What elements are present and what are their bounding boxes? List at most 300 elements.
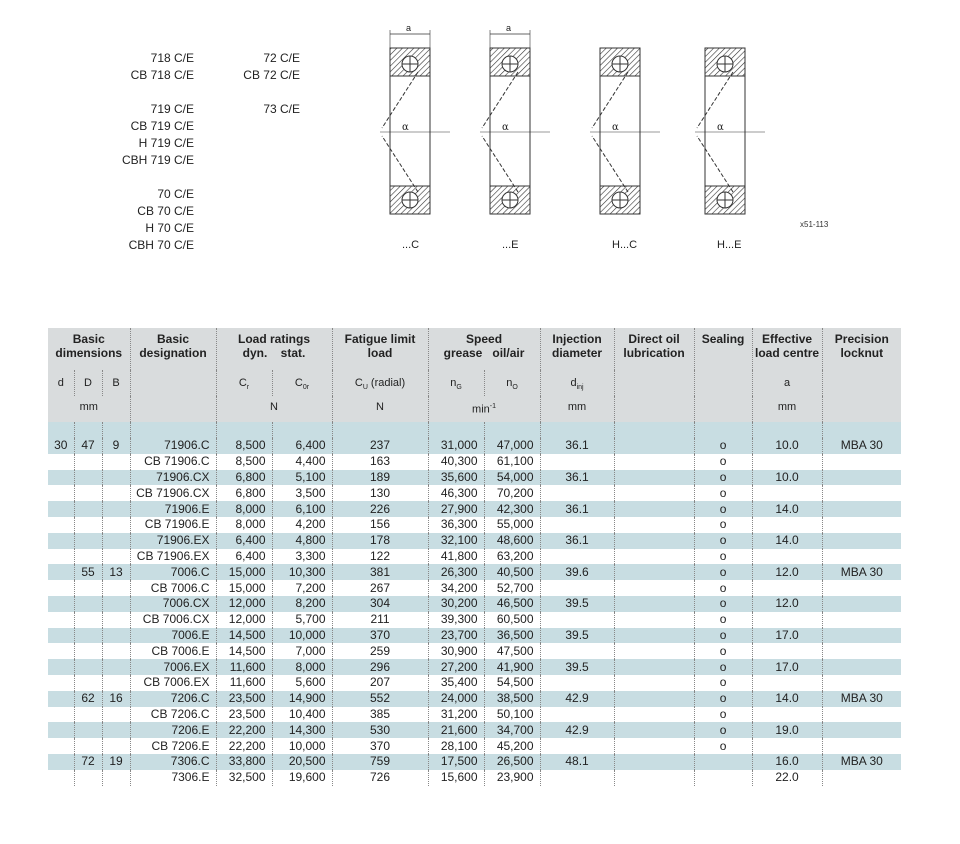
cell-B: 13 (102, 564, 130, 580)
cell-cr: 22,200 (216, 738, 272, 754)
cell-cr: 12,000 (216, 612, 272, 628)
cell-D (74, 612, 102, 628)
cell-dinj: 39.5 (540, 596, 614, 612)
cell-no: 52,700 (484, 580, 540, 596)
contact-angle-label: α (612, 122, 619, 133)
cell-a: 10.0 (752, 438, 822, 454)
cell-direct-oil (614, 770, 694, 786)
cell-no: 60,500 (484, 612, 540, 628)
cell-cu: 552 (332, 691, 428, 707)
table-symbol-row (48, 370, 901, 396)
cell-no: 47,500 (484, 643, 540, 659)
cell-cr: 6,400 (216, 533, 272, 549)
cell-cr: 14,500 (216, 643, 272, 659)
cell-direct-oil (614, 596, 694, 612)
table-row (48, 691, 901, 707)
cell-a (752, 485, 822, 501)
cell-a: 10.0 (752, 470, 822, 486)
cell-designation: CB 71906.EX (130, 549, 216, 565)
cell-c0r: 8,200 (272, 596, 332, 612)
cell-locknut: MBA 30 (822, 438, 901, 454)
cell-D: 62 (74, 691, 102, 707)
cell-ng: 36,300 (428, 517, 484, 533)
cell-dinj (540, 549, 614, 565)
cell-c0r: 20,500 (272, 754, 332, 770)
cell-designation: 71906.E (130, 501, 216, 517)
cell-sealing: o (694, 517, 752, 533)
cell-sealing: o (694, 659, 752, 675)
cell-direct-oil (614, 675, 694, 691)
cell-a (752, 643, 822, 659)
cell-a (752, 612, 822, 628)
cell-direct-oil (614, 691, 694, 707)
cell-B (102, 501, 130, 517)
cell-cu: 211 (332, 612, 428, 628)
symbol-a: a (752, 370, 822, 396)
table-row (48, 501, 901, 517)
cell-c0r: 19,600 (272, 770, 332, 786)
cell-a (752, 549, 822, 565)
contact-angle-label: α (502, 122, 509, 133)
cell-no: 38,500 (484, 691, 540, 707)
cell-direct-oil (614, 643, 694, 659)
cell-B (102, 485, 130, 501)
cell-no: 26,500 (484, 754, 540, 770)
cell-locknut (822, 533, 901, 549)
cell-d (48, 454, 74, 470)
table-row (48, 675, 901, 691)
spacer-cell (484, 422, 540, 438)
cell-c0r: 10,300 (272, 564, 332, 580)
cell-cu: 163 (332, 454, 428, 470)
cell-cu: 304 (332, 596, 428, 612)
cell-B (102, 738, 130, 754)
spacer-cell (614, 422, 694, 438)
table-row (48, 612, 901, 628)
cell-a: 14.0 (752, 501, 822, 517)
cell-cu: 385 (332, 707, 428, 723)
cell-d (48, 485, 74, 501)
symbol-dinj: $d_{inj}$ (540, 370, 614, 396)
cell-sealing: o (694, 707, 752, 723)
cell-dinj: 48.1 (540, 754, 614, 770)
cell-no: 54,000 (484, 470, 540, 486)
cell-no: 40,500 (484, 564, 540, 580)
cell-D (74, 628, 102, 644)
header-precision-locknut: Precision locknut (822, 328, 901, 370)
symbol-B: B (102, 370, 130, 396)
designation-item (110, 169, 194, 186)
cell-ng: 39,300 (428, 612, 484, 628)
cell-direct-oil (614, 738, 694, 754)
cell-dinj (540, 675, 614, 691)
table-row (48, 722, 901, 738)
cell-a (752, 580, 822, 596)
cell-locknut (822, 470, 901, 486)
spacer-cell (216, 422, 272, 438)
table-row (48, 438, 901, 454)
cell-d (48, 659, 74, 675)
table-row (48, 470, 901, 486)
cell-d (48, 580, 74, 596)
cell-B: 9 (102, 438, 130, 454)
header-injection-diameter: Injection diameter (540, 328, 614, 370)
cell-cr: 23,500 (216, 691, 272, 707)
header-sealing: Sealing (694, 328, 752, 370)
cell-designation: CB 7006.EX (130, 675, 216, 691)
cell-a (752, 454, 822, 470)
cell-cr: 12,000 (216, 596, 272, 612)
cell-cr: 8,000 (216, 501, 272, 517)
bearing-variant-diagram (695, 48, 765, 251)
cell-a: 22.0 (752, 770, 822, 786)
cell-cr: 11,600 (216, 659, 272, 675)
table-unit-row (48, 396, 901, 422)
unit-blank (614, 396, 694, 422)
cell-ng: 26,300 (428, 564, 484, 580)
cell-sealing: o (694, 564, 752, 580)
symbol-blank (822, 370, 901, 396)
cell-direct-oil (614, 754, 694, 770)
cell-dinj (540, 454, 614, 470)
cell-dinj (540, 770, 614, 786)
cell-locknut (822, 454, 901, 470)
cell-d (48, 549, 74, 565)
cell-D (74, 722, 102, 738)
cell-D (74, 675, 102, 691)
header-effective-load-centre: Effective load centre (752, 328, 822, 370)
cell-B: 19 (102, 754, 130, 770)
cell-B (102, 470, 130, 486)
cell-sealing: o (694, 691, 752, 707)
spacer-cell (74, 422, 102, 438)
cell-B (102, 517, 130, 533)
cell-dinj: 36.1 (540, 438, 614, 454)
cell-d (48, 675, 74, 691)
cell-ng: 40,300 (428, 454, 484, 470)
cell-locknut (822, 485, 901, 501)
bearing-spec-table (48, 328, 901, 786)
unit-mm-a: mm (752, 396, 822, 422)
cell-a (752, 675, 822, 691)
cell-cr: 6,800 (216, 470, 272, 486)
contact-angle-label: α (717, 122, 724, 133)
designation-item: CBH 719 C/E (121, 153, 194, 167)
cell-D (74, 643, 102, 659)
header-basic-dimensions: Basic dimensions (48, 328, 130, 370)
cell-sealing: o (694, 596, 752, 612)
cell-dinj: 39.5 (540, 628, 614, 644)
cell-designation: 7306.C (130, 754, 216, 770)
cell-a: 12.0 (752, 564, 822, 580)
table-row (48, 517, 901, 533)
cell-ng: 23,700 (428, 628, 484, 644)
designation-item (230, 84, 300, 101)
cell-locknut: MBA 30 (822, 564, 901, 580)
cell-locknut (822, 501, 901, 517)
cell-d (48, 707, 74, 723)
cell-sealing: o (694, 722, 752, 738)
cell-locknut (822, 707, 901, 723)
cell-d (48, 643, 74, 659)
cell-B (102, 722, 130, 738)
cell-direct-oil (614, 722, 694, 738)
cell-d (48, 754, 74, 770)
designation-item: CB 718 C/E (130, 68, 194, 82)
cell-D (74, 517, 102, 533)
cell-c0r: 10,400 (272, 707, 332, 723)
cell-cr: 15,000 (216, 580, 272, 596)
cell-direct-oil (614, 628, 694, 644)
cell-direct-oil (614, 533, 694, 549)
cell-locknut (822, 628, 901, 644)
header-speed: Speed grease oil/air (428, 328, 540, 370)
cell-a: 12.0 (752, 596, 822, 612)
cell-dinj: 36.1 (540, 501, 614, 517)
cell-cu: 237 (332, 438, 428, 454)
cell-d (48, 470, 74, 486)
cell-cr: 8,000 (216, 517, 272, 533)
cell-d: 30 (48, 438, 74, 454)
designation-item: CB 70 C/E (137, 204, 194, 218)
table-row (48, 643, 901, 659)
cell-no: 55,000 (484, 517, 540, 533)
cell-designation: 7306.E (130, 770, 216, 786)
cell-cr: 8,500 (216, 454, 272, 470)
table-row (48, 549, 901, 565)
cell-cu: 267 (332, 580, 428, 596)
cell-cr: 6,400 (216, 549, 272, 565)
spacer-cell (48, 422, 74, 438)
cell-d (48, 612, 74, 628)
table-row (48, 754, 901, 770)
spacer-cell (540, 422, 614, 438)
cell-D (74, 501, 102, 517)
designation-item (110, 84, 194, 101)
header-load-ratings: Load ratings dyn. stat. (216, 328, 332, 370)
cell-dinj: 42.9 (540, 722, 614, 738)
cell-direct-oil (614, 470, 694, 486)
table-row (48, 564, 901, 580)
spacer-cell (694, 422, 752, 438)
cell-B (102, 628, 130, 644)
cell-B (102, 659, 130, 675)
cell-cr: 15,000 (216, 564, 272, 580)
cell-sealing: o (694, 580, 752, 596)
table-row (48, 738, 901, 754)
symbol-cr: $C_r$ (216, 370, 272, 396)
spacer-cell (332, 422, 428, 438)
cell-cu: 189 (332, 470, 428, 486)
symbol-cu: $C_U$ (radial) (332, 370, 428, 396)
cell-locknut (822, 596, 901, 612)
cell-a: 17.0 (752, 628, 822, 644)
cell-D (74, 770, 102, 786)
unit-n-fatigue: N (332, 396, 428, 422)
cell-c0r: 3,300 (272, 549, 332, 565)
table-row (48, 707, 901, 723)
cell-dinj (540, 738, 614, 754)
cell-no: 41,900 (484, 659, 540, 675)
dimension-a-label: a (506, 23, 512, 33)
table-row (48, 580, 901, 596)
cell-locknut: MBA 30 (822, 754, 901, 770)
cell-no: 45,200 (484, 738, 540, 754)
cell-no: 70,200 (484, 485, 540, 501)
cell-sealing: o (694, 628, 752, 644)
cell-designation: 7006.C (130, 564, 216, 580)
table-row (48, 454, 901, 470)
table-row (48, 485, 901, 501)
cell-no: 36,500 (484, 628, 540, 644)
cell-cr: 14,500 (216, 628, 272, 644)
cell-sealing (694, 754, 752, 770)
cell-dinj: 39.6 (540, 564, 614, 580)
cell-cu: 370 (332, 628, 428, 644)
table-row (48, 628, 901, 644)
cell-direct-oil (614, 612, 694, 628)
cell-locknut (822, 770, 901, 786)
cell-d (48, 596, 74, 612)
cell-direct-oil (614, 485, 694, 501)
cell-ng: 35,400 (428, 675, 484, 691)
cell-ng: 46,300 (428, 485, 484, 501)
cell-D (74, 707, 102, 723)
cell-cr: 8,500 (216, 438, 272, 454)
designation-item: 718 C/E (150, 51, 194, 65)
cell-c0r: 6,400 (272, 438, 332, 454)
cell-cu: 259 (332, 643, 428, 659)
cell-a: 17.0 (752, 659, 822, 675)
cell-a (752, 517, 822, 533)
cell-cu: 178 (332, 533, 428, 549)
cell-B: 16 (102, 691, 130, 707)
cell-D: 55 (74, 564, 102, 580)
cell-direct-oil (614, 564, 694, 580)
cell-designation: CB 7006.E (130, 643, 216, 659)
cell-d (48, 722, 74, 738)
designation-item: 73 C/E (263, 102, 300, 116)
cell-sealing: o (694, 501, 752, 517)
cell-d (48, 770, 74, 786)
cell-ng: 27,900 (428, 501, 484, 517)
cell-designation: 71906.EX (130, 533, 216, 549)
cell-dinj (540, 643, 614, 659)
table-row (48, 533, 901, 549)
table-row (48, 596, 901, 612)
cell-B (102, 580, 130, 596)
cell-locknut (822, 549, 901, 565)
cell-c0r: 4,800 (272, 533, 332, 549)
spacer-cell (752, 422, 822, 438)
cell-locknut (822, 659, 901, 675)
cell-cr: 32,500 (216, 770, 272, 786)
cell-D (74, 659, 102, 675)
cell-dinj (540, 707, 614, 723)
cell-locknut (822, 517, 901, 533)
designation-item: CBH 70 C/E (128, 238, 194, 252)
cell-c0r: 5,600 (272, 675, 332, 691)
cell-dinj (540, 612, 614, 628)
cell-d (48, 628, 74, 644)
cell-locknut (822, 738, 901, 754)
cell-ng: 35,600 (428, 470, 484, 486)
designation-item: CB 719 C/E (130, 119, 194, 133)
cell-designation: CB 7206.E (130, 738, 216, 754)
cell-designation: 71906.C (130, 438, 216, 454)
cell-a: 14.0 (752, 533, 822, 549)
cell-cu: 226 (332, 501, 428, 517)
cell-no: 42,300 (484, 501, 540, 517)
cell-B (102, 454, 130, 470)
cell-ng: 31,200 (428, 707, 484, 723)
cell-a: 16.0 (752, 754, 822, 770)
cell-direct-oil (614, 549, 694, 565)
cell-D (74, 454, 102, 470)
cell-locknut (822, 675, 901, 691)
cell-ng: 41,800 (428, 549, 484, 565)
cell-direct-oil (614, 659, 694, 675)
bearing-cross-section-diagram (370, 18, 850, 258)
cell-cu: 207 (332, 675, 428, 691)
cell-locknut (822, 643, 901, 659)
cell-designation: CB 7206.C (130, 707, 216, 723)
cell-designation: CB 71906.E (130, 517, 216, 533)
designation-item: 70 C/E (157, 187, 194, 201)
cell-ng: 30,900 (428, 643, 484, 659)
cell-cu: 156 (332, 517, 428, 533)
cell-sealing: o (694, 533, 752, 549)
cell-c0r: 4,200 (272, 517, 332, 533)
cell-B (102, 612, 130, 628)
spacer-cell (272, 422, 332, 438)
cell-sealing: o (694, 612, 752, 628)
cell-cr: 22,200 (216, 722, 272, 738)
designation-list-right (230, 50, 300, 118)
contact-angle-label: α (402, 122, 409, 133)
cell-D (74, 596, 102, 612)
cell-ng: 27,200 (428, 659, 484, 675)
cell-c0r: 10,000 (272, 628, 332, 644)
cell-c0r: 5,700 (272, 612, 332, 628)
cell-dinj (540, 485, 614, 501)
cell-direct-oil (614, 501, 694, 517)
cell-ng: 32,100 (428, 533, 484, 549)
header-direct-oil: Direct oil lubrication (614, 328, 694, 370)
cell-a (752, 707, 822, 723)
cell-ng: 34,200 (428, 580, 484, 596)
cell-cu: 296 (332, 659, 428, 675)
cell-c0r: 10,000 (272, 738, 332, 754)
cell-dinj (540, 580, 614, 596)
cell-d (48, 517, 74, 533)
cell-d (48, 501, 74, 517)
cell-d (48, 564, 74, 580)
bearing-variant-diagram (590, 48, 660, 251)
cell-c0r: 8,000 (272, 659, 332, 675)
diagram-code-label: x51-113 (800, 220, 829, 229)
cell-sealing: o (694, 454, 752, 470)
table-row (48, 659, 901, 675)
cell-D (74, 580, 102, 596)
unit-min: $\min^{-1}$ (428, 396, 540, 422)
cell-B (102, 707, 130, 723)
cell-ng: 24,000 (428, 691, 484, 707)
cell-d (48, 691, 74, 707)
cell-ng: 15,600 (428, 770, 484, 786)
cell-c0r: 3,500 (272, 485, 332, 501)
cell-c0r: 7,000 (272, 643, 332, 659)
